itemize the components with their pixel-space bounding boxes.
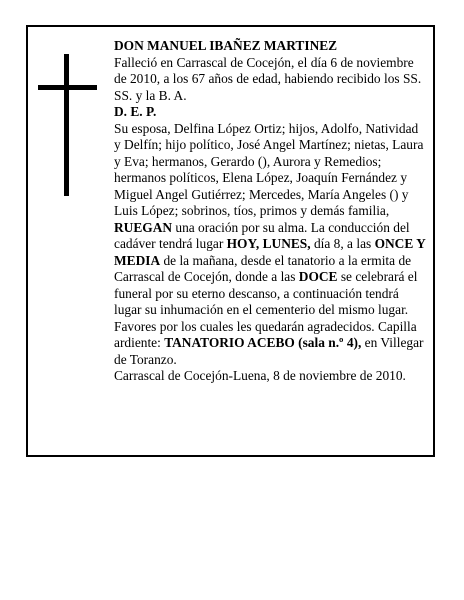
cross-icon-crossbar bbox=[38, 85, 97, 90]
deceased-name: DON MANUEL IBAÑEZ MARTINEZ bbox=[114, 38, 338, 53]
obituary-text bbox=[114, 38, 426, 385]
chapel-label: TANATORIO ACEBO (sala n.º 4), bbox=[164, 335, 362, 350]
ruegan-label: RUEGAN bbox=[114, 219, 173, 235]
request-text-5: en Villegar de Toranzo. bbox=[114, 335, 424, 367]
time-label: ONCE Y MEDIA bbox=[114, 236, 426, 268]
request-text-3: de la mañana, desde el tanatorio a la ermita de Carrascal de Cocejón, donde a las bbox=[114, 252, 412, 284]
family-list: Su esposa, Delfina López Ortiz; hijos, Adolfo, Natividad y Delfín; hijo político, José Angel Martínez; nietas, Laura y Eva; hermanos, Gerardo (), Aurora y Remedios; hermanos políticos, Elena López, Joaquín Fernández y Miguel Angel Gutiérrez; Mercedes, María Angeles () y Luis López; sobrinos, tíos, primos y demás familia, bbox=[114, 120, 424, 218]
cross-icon bbox=[64, 54, 69, 196]
funeral-time-label: DOCE bbox=[298, 269, 338, 284]
request-text-1: una oración por su alma. La conducción del cadáver tendrá lugar bbox=[114, 219, 410, 251]
day-label: HOY, LUNES, bbox=[226, 236, 311, 251]
dep-heading: D. E. P. bbox=[114, 104, 157, 119]
request-text-4: se celebrará el funeral por su eterno descanso, a continuación tendrá lugar su inhumación en el cementerio del mismo lugar. Favores por los cuales les quedarán agradecidos. Capilla ardiente: bbox=[114, 269, 418, 350]
request-text-2: día 8, a las bbox=[310, 236, 375, 251]
funeral-request bbox=[114, 220, 426, 369]
closing-place-date: Carrascal de Cocejón-Luena, 8 de noviembre de 2010. bbox=[114, 368, 406, 383]
death-notice: Falleció en Carrascal de Cocejón, el día 6 de noviembre de 2010, a los 67 años de edad, habiendo recibido los SS. SS. y la B. A. bbox=[114, 54, 422, 103]
